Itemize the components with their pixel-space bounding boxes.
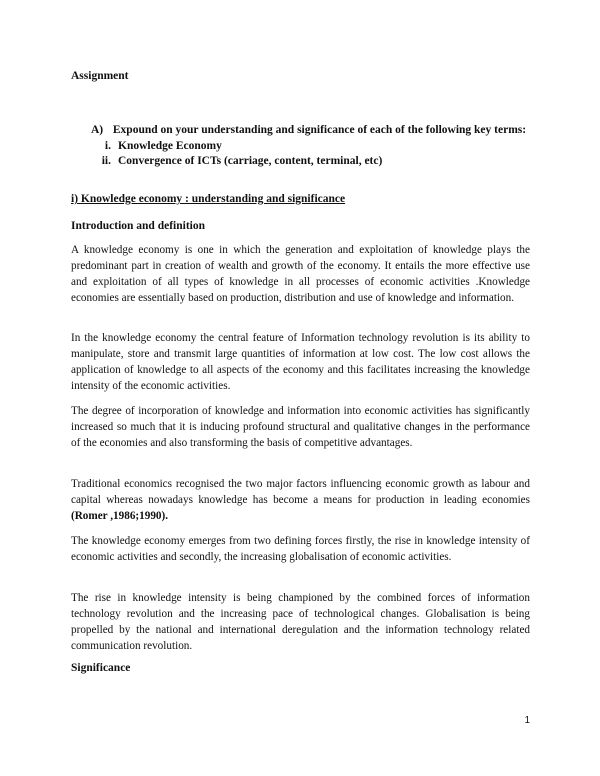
paragraph-text: Traditional economics recognised the two major factors influencing economic growth as labour and capital whereas nowadays knowledge has become a means for production in leading economies bbox=[71, 478, 530, 506]
document-title: Assignment bbox=[71, 70, 129, 82]
question-text: Expound on your understanding and significance of each of the following key terms: bbox=[112, 124, 527, 136]
citation: (Romer ,1986;1990). bbox=[71, 510, 169, 522]
paragraph: The knowledge economy emerges from two defining forces firstly, the rise in knowledge intensity of economic activities and secondly, the increasing globalisation of economic activities. bbox=[71, 535, 530, 563]
subheading: Introduction and definition bbox=[71, 220, 205, 232]
list-item-text: Knowledge Economy bbox=[118, 140, 222, 152]
question-line bbox=[91, 124, 526, 136]
paragraph: In the knowledge economy the central feature of Information technology revolution is its ability to manipulate, store and transmit large quantities of information at low cost. The low cost allows the application of knowledge to all aspects of the economy and this facilitates increasing the knowledge intensity of the economic activities. bbox=[71, 332, 530, 392]
list-item bbox=[91, 140, 531, 156]
list-item bbox=[91, 155, 531, 171]
paragraph: A knowledge economy is one in which the generation and exploitation of knowledge plays the predominant part in creation of wealth and growth of the economy. It entails the more effective use and exploitation of all types of knowledge in all processes of economic activities .Knowledge economies are essentially based on production, distribution and use of knowledge and information. bbox=[71, 244, 530, 304]
page-number: 1 bbox=[524, 715, 530, 726]
paragraph bbox=[71, 476, 530, 524]
question-prefix: A) bbox=[91, 124, 104, 136]
list-item-text: Convergence of ICTs (carriage, content, terminal, etc) bbox=[118, 155, 383, 167]
section-heading: i) Knowledge economy : understanding and significance bbox=[71, 193, 346, 205]
list-item-number: i. bbox=[104, 140, 111, 152]
list-item-number: ii. bbox=[101, 155, 111, 167]
paragraph: The rise in knowledge intensity is being championed by the combined forces of information technology revolution and the increasing pace of technological changes. Globalisation is being propelled by the national and international deregulation and the information technology related communication revolution. bbox=[71, 592, 530, 652]
paragraph: The degree of incorporation of knowledge and information into economic activities has significantly increased so much that it is inducing profound structural and qualitative changes in the performance of the economies and also transforming the basis of competitive advantages. bbox=[71, 405, 530, 449]
significance-heading: Significance bbox=[71, 662, 131, 674]
